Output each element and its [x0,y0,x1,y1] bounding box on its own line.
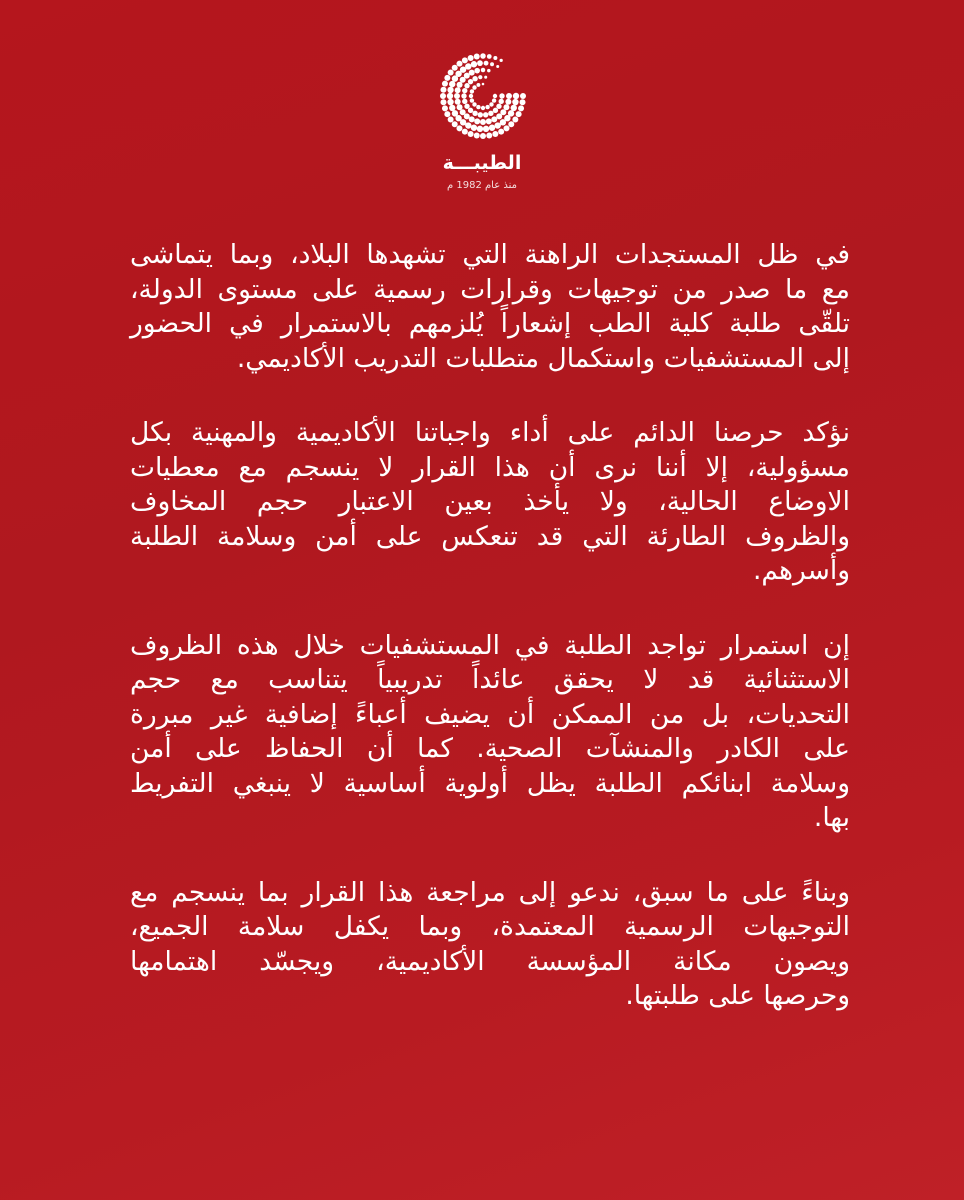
logo-dot [500,59,503,62]
logo-dot [486,133,492,139]
logo-dot [454,93,460,99]
logo-dot [474,118,480,124]
logo-dot [449,81,455,87]
logo-dot [492,98,496,102]
logo-dot [469,116,475,122]
brand-logo [0,52,964,202]
logo-dot [483,112,488,117]
logo-dot [499,93,504,98]
logo-dot [484,61,489,66]
logo-dot [488,111,493,116]
logo-dot [493,108,498,113]
paragraph-4 [130,876,850,1014]
logo-dot [440,99,446,105]
logo-dot [489,102,493,106]
logo-dot [477,60,483,66]
logo-dot [460,109,466,115]
logo-dot [461,93,466,98]
text-line: مع ما صدر من توجيهات وقرارات رسمية على مستوى الدولة، [130,273,850,305]
logo-dot [478,112,483,117]
logo-dot [464,73,470,79]
logo-dot [469,70,475,76]
logo-dot [492,131,498,137]
paragraph-2 [130,416,850,589]
logo-dot [472,76,477,81]
logo-dot [440,87,446,93]
paragraph-3 [130,629,850,836]
text-line: إن استمرار تواجد الطلبة في المستشفيات خلال هذه الظروف [130,629,850,661]
logo-dot [503,104,509,110]
logo-dot [499,99,504,104]
logo-dot [496,113,502,119]
logo-dot [462,99,467,104]
logo-dot [520,93,526,99]
logo-dot [511,105,517,111]
logo-dot [462,57,468,63]
text-line: في ظل المستجدات الراهنة التي تشهدها البلاد، وبما يتماشى [130,239,850,270]
logo-dot [442,105,448,111]
logo-dot [442,81,448,87]
logo-dot [468,108,473,113]
logo-dot [482,83,485,86]
text-line: وسلامة ابنائكم الطلبة يظل أولوية أساسية لا ينبغي التفريط [130,767,850,799]
logo-dot [447,87,453,93]
logo-dot [481,68,486,73]
logo-dot [489,125,495,131]
text-line: وحرصها على طلبتها. [625,980,850,1011]
logo-dot [472,85,476,89]
logo-dot [447,93,453,99]
logo-dot [462,129,468,135]
sun-dots-icon [427,52,537,152]
logo-dot [491,116,497,122]
logo-dot [493,56,497,60]
logo-dot [448,69,454,75]
logo-dot [478,75,482,79]
logo-dot [513,93,519,99]
logo-dot [518,105,524,111]
logo-dot [468,79,473,84]
logo-dot [464,104,469,109]
logo-dot [474,68,480,74]
logo-dot [480,133,486,139]
logo-dot [504,125,510,131]
logo-dot [468,131,474,137]
logo-dot [508,121,514,127]
logo-dot [496,104,501,109]
text-line: بها. [813,802,850,833]
text-line: نؤكد حرصنا الدائم على أداء واجباتنا الأكاديمية والمهنية بكل [130,417,850,448]
logo-dot [464,83,469,88]
logo-dot [455,99,461,105]
logo-dot [472,102,476,106]
logo-dot [452,110,458,116]
logo-dot [493,94,497,98]
logo-dot [471,125,477,131]
logo-dot [444,111,450,117]
logo-dot [480,53,486,59]
logo-dot [498,129,504,135]
brand-name: الطيبـــة [442,152,522,174]
logo-dot [512,99,518,105]
text-line: إلى المستشفيات واستكمال متطلبات التدريب الأكاديمي. [236,342,850,374]
statement-body [130,238,850,1054]
logo-dot [516,111,522,117]
logo-dot [512,117,518,123]
logo-dot [476,83,480,87]
logo-dot [476,105,480,109]
logo-dot [490,62,494,66]
logo-dot [447,99,453,105]
brand-since: منذ عام 1982 م [446,180,517,191]
logo-dot [452,65,458,71]
logo-dot [480,119,486,125]
text-line: والظروف الطارئة التي قد تنعكس على أمن وسلامة الطلبة [130,520,850,552]
logo-dot [471,61,477,67]
text-line: تلقّى طلبة كلية الطب إشعاراً يُلزمهم بالاستمرار في الحضور [130,308,850,339]
text-line: وأسرهم. [752,555,850,586]
logo-dot [465,63,471,69]
logo-dot [472,111,477,116]
text-line: التوجيهات الرسمية المعتمدة، وبما يكفل سلامة الجميع، [130,911,850,942]
logo-dot [444,75,450,81]
text-line: التحديات، بل من الممكن أن يضيف أعباءً إضافية غير مبررة [130,698,850,730]
text-line: الاوضاع الحالية، ولا يأخذ بعين الاعتبار حجم المخاوف [130,486,850,517]
logo-dot [469,94,473,98]
logo-dot [470,98,474,102]
logo-dot [457,104,463,110]
logo-dot [462,88,467,93]
logo-dot [495,122,501,128]
logo-dot [449,105,455,111]
logo-dot [456,125,462,131]
logo-dot [506,93,512,99]
logo-dot [486,118,492,124]
logo-dot [474,133,480,139]
logo-dot [456,61,462,67]
logo-dot [468,55,474,61]
logo-dot [487,54,492,59]
logo-dot [457,82,463,88]
logo-dot [470,89,474,93]
logo-dot [455,87,461,93]
logo-dot [484,76,487,79]
logo-dot [477,126,483,132]
logo-dot [448,117,454,123]
text-line: مسؤولية، إلا أننا نرى أن هذا القرار لا ينسجم مع معطيات [130,451,850,483]
logo-dot [505,99,511,105]
text-line: ويصون مكانة المؤسسة الأكاديمية، ويجسّد اهتمامها [130,945,850,977]
logo-dot [487,69,490,72]
logo-dot [452,121,458,127]
logo-dot [481,106,485,110]
text-line: الاستثنائية قد لا يحقق عائداً تدريبياً يتناسب مع حجم [130,664,850,695]
logo-dot [485,105,489,109]
paragraph-1 [130,238,850,376]
text-line: وبناءً على ما سبق، ندعو إلى مراجعة هذا القرار بما ينسجم مع [130,876,850,908]
logo-dot [520,99,526,105]
logo-dot [440,93,446,99]
logo-dot [496,65,499,68]
text-line: على الكادر والمنشآت الصحية. كما أن الحفاظ على أمن [130,733,850,764]
logo-dot [483,126,489,132]
logo-dot [474,53,480,59]
